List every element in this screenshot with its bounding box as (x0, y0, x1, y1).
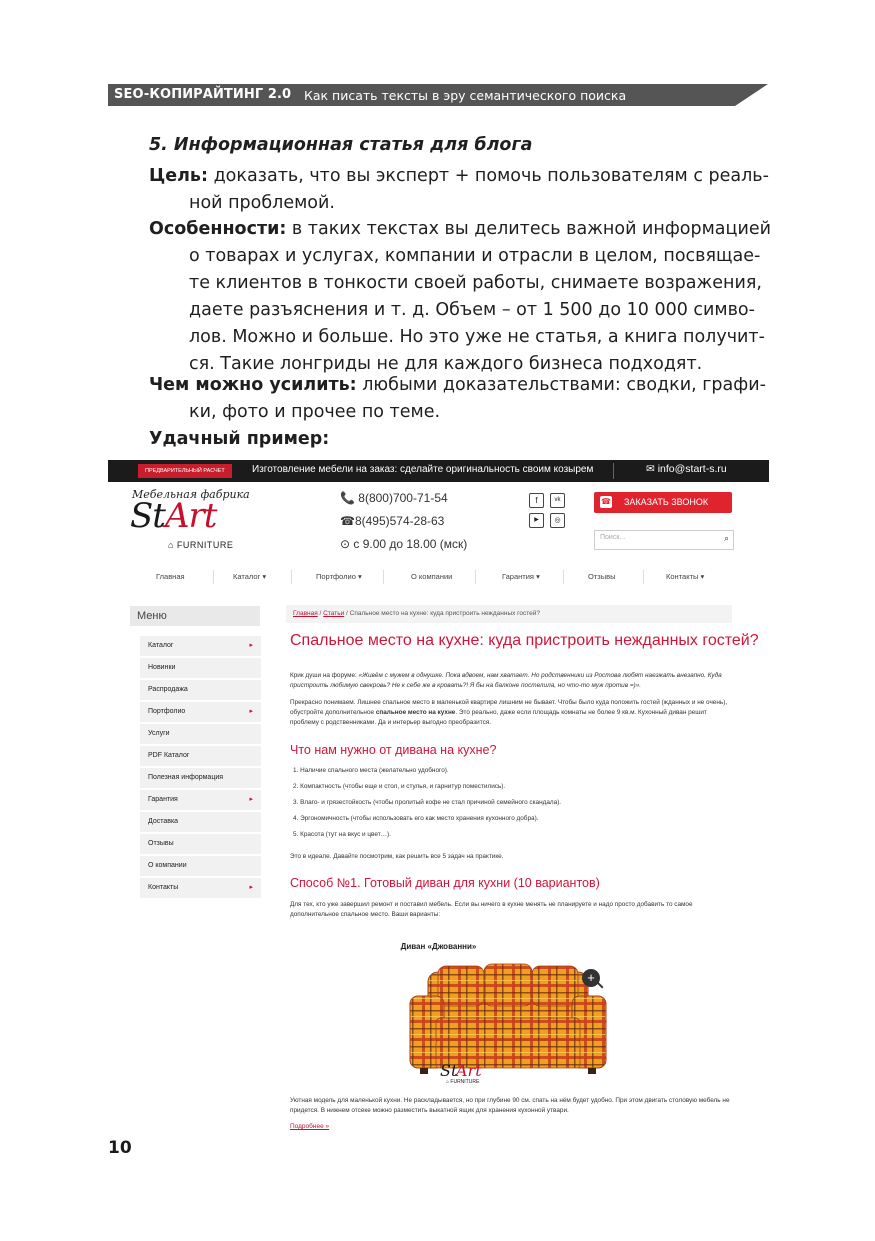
list-item: 2. Компактность (чтобы еще и стол, и стулья, и гарнитур поместились). (293, 783, 506, 790)
logo-st: St (130, 496, 165, 536)
menu-item-delivery[interactable]: Доставка (140, 812, 261, 832)
search-input[interactable] (594, 530, 734, 550)
nav-catalog[interactable]: Каталог ▾ (233, 572, 267, 581)
facebook-icon[interactable]: f (529, 493, 544, 508)
menu-item-warranty[interactable] (140, 790, 261, 810)
chevron-right-icon: ▸ (249, 708, 253, 715)
vk-icon[interactable]: vk (550, 493, 565, 508)
chevron-right-icon: ▸ (249, 796, 253, 803)
breadcrumb-home[interactable]: Главная (293, 610, 318, 617)
article-subheading: Способ №1. Готовый диван для кухни (10 вариантов) (290, 876, 600, 890)
goal-line: доказать, что вы эксперт + помочь пользователям с реаль- (208, 166, 769, 186)
features-line: те клиентов в тонкости своей работы, снимаете возражения, (189, 273, 762, 293)
watermark-art: Art (456, 1061, 482, 1080)
nav-portfolio[interactable]: Портфолио ▾ (316, 572, 362, 581)
menu-item-label: Каталог (148, 642, 174, 649)
features-label: Особенности: (149, 219, 287, 239)
paragraph-text: Прекрасно понимаем. Лишнее спальное место в маленькой квартире лишним не бывает. Чтобы было куда положить гостей (жданных и не очень), обустройте дополнительное (290, 699, 728, 716)
section-title: 5. Информационная статья для блога (149, 135, 533, 155)
email-link[interactable]: ✉ info@start-s.ru (646, 463, 727, 475)
menu-item-info[interactable]: Полезная информация (140, 768, 261, 788)
intro-prefix: Крик души на форуме: (290, 672, 359, 679)
nav-divider (643, 570, 644, 584)
menu-item-sale[interactable]: Распродажа (140, 680, 261, 700)
nav-contacts[interactable]: Контакты ▾ (666, 572, 705, 581)
goal-label: Цель: (149, 166, 208, 186)
phone-2[interactable]: ☎8(495)574-28-63 (340, 514, 445, 528)
list-item: 5. Красота (тут на вкус и цвет…). (293, 831, 391, 838)
nav-divider (383, 570, 384, 584)
features-line: в таких текстах вы делитесь важной информацией (286, 219, 771, 239)
boost-label: Чем можно усилить: (149, 375, 357, 395)
nav-divider (475, 570, 476, 584)
menu-item-reviews[interactable]: Отзывы (140, 834, 261, 854)
paragraph-text: . Это реально, даже если площадь комнаты не более 9 кв.м. Кухонный диван решит проблему с родственниками. Да и интерьер выгодно преобразится. (290, 709, 707, 726)
nav-home[interactable]: Главная (156, 572, 185, 581)
features-line: ся. Такие лонгриды не для каждого бизнеса подходят. (189, 354, 703, 374)
phone-icon: ☎ (601, 497, 611, 506)
article-paragraph (290, 698, 735, 728)
running-header (108, 84, 768, 106)
more-link[interactable]: Подробнее » (290, 1123, 330, 1130)
site-topbar (108, 460, 769, 482)
goal-line: ной проблемой. (189, 193, 335, 213)
logo-furniture: ⌂ FURNITURE (168, 540, 234, 550)
book-subtitle: Как писать тексты в эру семантического поиска (304, 88, 627, 103)
nav-divider (213, 570, 214, 584)
watermark-st: St (440, 1061, 458, 1080)
logo[interactable] (130, 496, 216, 536)
menu-item-contacts[interactable] (140, 878, 261, 898)
search-icon[interactable]: ⌕ (723, 533, 729, 543)
menu-item-about[interactable]: О компании (140, 856, 261, 876)
features-line: лов. Можно и больше. Но это уже не статья, а книга получит- (189, 327, 765, 347)
breadcrumb-articles[interactable]: Статьи (323, 610, 345, 617)
menu-item-catalog[interactable] (140, 636, 261, 656)
youtube-icon[interactable]: ▶ (529, 513, 544, 528)
article-paragraph: Для тех, кто уже завершил ремонт и поставил мебель. Если вы ничего в кухне менять не планируете и надо просто добавить то самое дополнительное спальное место. Ваши варианты: (290, 901, 693, 918)
list-item: 1. Наличие спального места (желательно удобного). (293, 767, 449, 774)
example-label (149, 426, 771, 453)
intro-quote: «Живём с мужем в однушке. Пока вдвоем, нам хватает. Но родственники из Ростова любят наезжать внезапно. Куда пристроить любимую свекровь? Не к себе же в кровать?! Я бы на балконе постелила, но что-то муж против =)». (290, 672, 722, 689)
menu-item-services[interactable]: Услуги (140, 724, 261, 744)
paragraph-bold: спальное место на кухне (375, 709, 456, 716)
work-hours: ⊙ с 9.00 до 18.00 (мск) (340, 537, 468, 551)
order-call-button[interactable] (594, 492, 732, 513)
chevron-right-icon: ▸ (249, 642, 253, 649)
nav-divider (291, 570, 292, 584)
features-paragraph (149, 216, 771, 378)
menu-item-new[interactable]: Новинки (140, 658, 261, 678)
search-placeholder: Поиск... (600, 534, 626, 541)
menu-item-label: Гарантия (148, 796, 178, 803)
menu-item-label: Портфолио (148, 708, 186, 715)
watermark-furniture: ⌂ FURNITURE (446, 1079, 480, 1085)
logo-art: Art (164, 496, 217, 536)
book-title: SEO-КОПИРАЙТИНГ 2.0 (114, 87, 292, 102)
boost-line: ки, фото и прочее по теме. (189, 402, 441, 422)
menu-item-portfolio[interactable] (140, 702, 261, 722)
article-subheading: Что нам нужно от дивана на кухне? (290, 743, 497, 757)
breadcrumb-separator: / (317, 610, 324, 617)
pre-calc-button[interactable]: ПРЕДВАРИТЕЛЬНЫЙ РАСЧЕТ (138, 464, 232, 478)
product-description: Уютная модель для маленькой кухни. Не раскладывается, но при глубине 90 см. спать на нём будет удобно. При этом двигать столовую мебель не придется. В нижнем отсеке можно разместить выкатной ящик для хранения кухонной утвари. (290, 1097, 730, 1114)
page-number: 10 (108, 1138, 132, 1158)
breadcrumb-current: / Спальное место на кухне: куда пристроить нежданных гостей? (344, 610, 541, 617)
menu-title: Меню (130, 606, 260, 626)
example-label-text: Удачный пример: (149, 429, 330, 449)
logo-caption: Мебельная фабрика (132, 488, 250, 501)
nav-reviews[interactable]: Отзывы (588, 572, 616, 581)
nav-about[interactable]: О компании (411, 572, 453, 581)
list-item: 4. Эргономичность (чтобы использовать его как место хранения кухонного добра). (293, 815, 539, 822)
nav-divider (563, 570, 564, 584)
goal-paragraph (149, 163, 771, 217)
ideal-text: Это в идеале. Давайте посмотрим, как решить все 5 задач на практике. (290, 853, 504, 860)
instagram-icon[interactable]: ◎ (550, 513, 565, 528)
article-title: Спальное место на кухне: куда пристроить нежданных гостей? (290, 632, 759, 649)
menu-item-label: Контакты (148, 884, 179, 891)
phone-1[interactable]: 📞 8(800)700-71-54 (340, 491, 448, 505)
features-line: о товарах и услугах, компании и отрасли в целом, посвящае- (189, 246, 761, 266)
chevron-right-icon: ▸ (249, 884, 253, 891)
boost-paragraph (149, 372, 771, 426)
nav-warranty[interactable]: Гарантия ▾ (502, 572, 540, 581)
product-title: Диван «Джованни» (400, 942, 477, 951)
features-line: даете разъяснения и т. д. Объем – от 1 500 до 10 000 симво- (189, 300, 755, 320)
breadcrumb (286, 605, 732, 623)
boost-line: любыми доказательствами: сводки, графи- (356, 375, 766, 395)
website-screenshot (108, 460, 769, 1136)
list-item: 3. Влаго- и грязестойкость (чтобы пролитый кофе не стал причиной семейного скандала). (293, 799, 562, 806)
promo-text: Изготовление мебели на заказ: сделайте оригинальность своим козырем (252, 464, 594, 475)
order-call-label: ЗАКАЗАТЬ ЗВОНОК (624, 497, 709, 507)
article-intro (290, 671, 735, 691)
topbar-divider (613, 463, 614, 479)
zoom-icon[interactable]: + (582, 969, 600, 987)
menu-item-pdf[interactable]: PDF Каталог (140, 746, 261, 766)
